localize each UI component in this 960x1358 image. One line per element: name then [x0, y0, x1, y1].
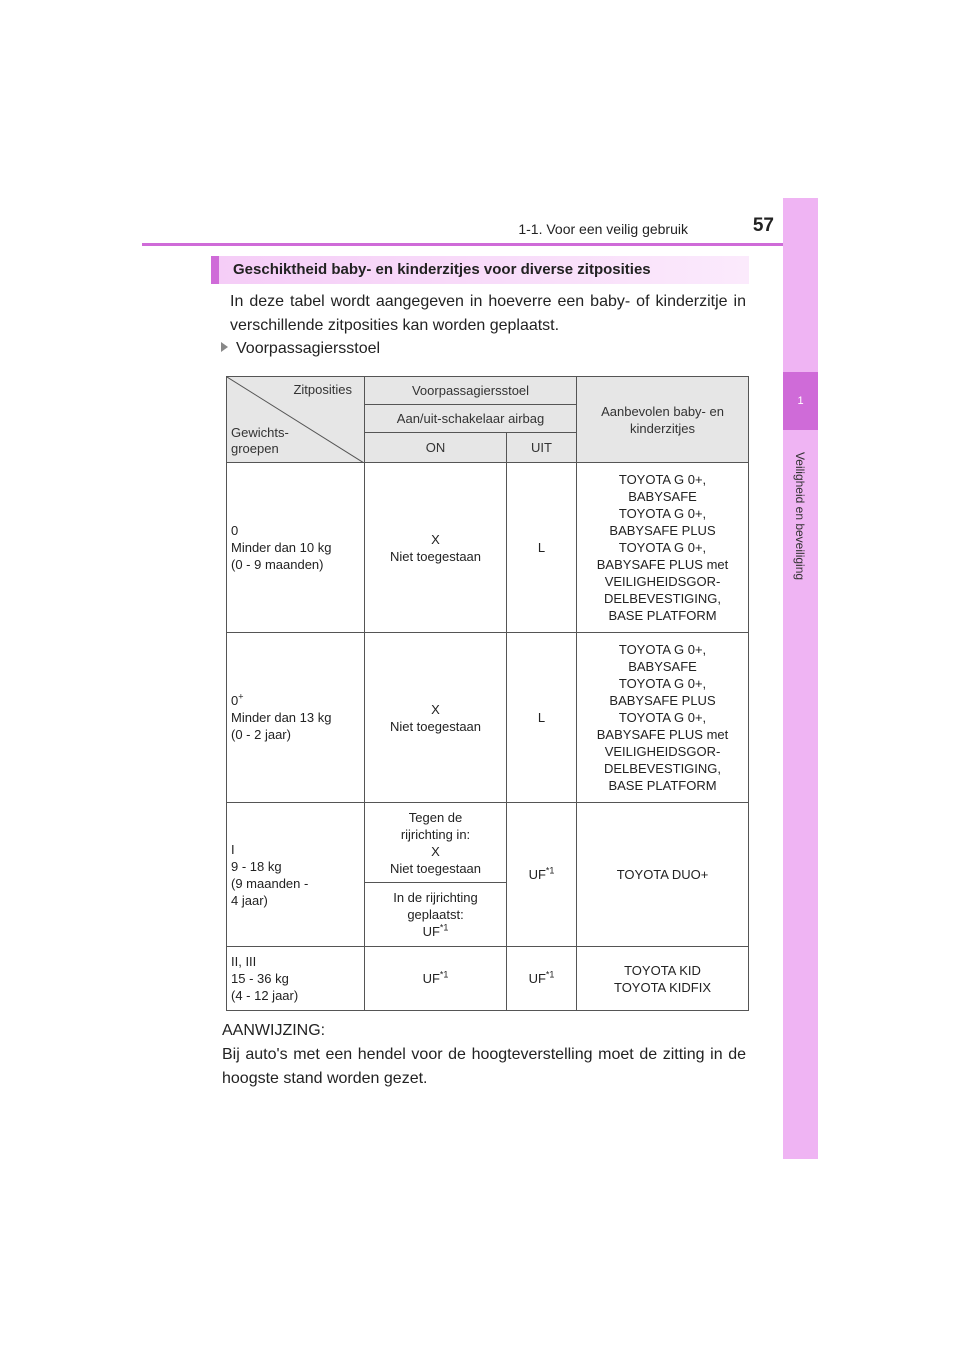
table-row [227, 803, 749, 883]
chapter-number-tab[interactable]: 1 [783, 372, 818, 430]
group-cell: 0+ Minder dan 13 kg (0 - 2 jaar) [227, 633, 365, 803]
note-text: Bij auto's met een hendel voor de hoogteverstelling moet de zitting in de hoogste stand worden gezet. [222, 1046, 746, 1087]
on-cell: X Niet toegestaan [365, 463, 507, 633]
header-rule [142, 243, 818, 246]
intro-paragraph: In deze tabel wordt aangegeven in hoeverre een baby- of kinderzitje in verschillende zitposities kan worden geplaatst. [230, 293, 746, 334]
page-number: 57 [752, 215, 774, 236]
section-heading-bar [211, 256, 749, 284]
forward-facing-cell: In de rijrichting geplaatst: UF$^{*1}$ [365, 883, 507, 947]
child-seat-table [226, 376, 749, 1011]
chapter-title: Veiligheid en beveiliging [793, 451, 807, 581]
corner-label-positions: Zitposities [293, 382, 352, 397]
table-row [227, 463, 749, 633]
column-header-on: ON [365, 433, 507, 463]
table-row [227, 633, 749, 803]
recommended-cell: TOYOTA KID TOYOTA KIDFIX [577, 947, 749, 1011]
group-cell: 0 Minder dan 10 kg (0 - 9 maanden) [227, 463, 365, 633]
off-cell: L [507, 633, 577, 803]
corner-label-groups: Gewichts- groepen [231, 425, 289, 456]
note-title: AANWIJZING: [222, 1022, 326, 1039]
recommended-cell: TOYOTA G 0+, BABYSAFE TOYOTA G 0+, BABYSAFE PLUS TOYOTA G 0+, BABYSAFE PLUS met VEILIGHEIDSGOR- DELBEVESTIGING, BASE PLATFORM [577, 463, 749, 633]
off-cell: UF$^{*1}$ [507, 947, 577, 1011]
column-header-recommended: Aanbevolen baby- en kinderzitjes [577, 377, 749, 463]
section-label: 1-1. Voor een veilig gebruik [518, 221, 688, 237]
recommended-cell: TOYOTA DUO+ [577, 803, 749, 947]
on-cell: UF$^{*1}$ [365, 947, 507, 1011]
group-cell: I 9 - 18 kg (9 maanden - 4 jaar) [227, 803, 365, 947]
section-heading: Geschiktheid baby- en kinderzitjes voor diverse zitposities [233, 261, 651, 278]
off-cell: L [507, 463, 577, 633]
table-row [227, 947, 749, 1011]
on-cell: X Niet toegestaan [365, 633, 507, 803]
chapter-side-tab[interactable] [783, 198, 818, 1159]
off-cell: UF$^{*1}$ [507, 803, 577, 947]
column-header-off: UIT [507, 433, 577, 463]
bullet-label: Voorpassagiersstoel [236, 340, 381, 357]
recommended-cell: TOYOTA G 0+, BABYSAFE TOYOTA G 0+, BABYSAFE PLUS TOYOTA G 0+, BABYSAFE PLUS met VEILIGHEIDSGOR- DELBEVESTIGING, BASE PLATFORM [577, 633, 749, 803]
bullet-triangle-icon [221, 342, 228, 352]
rear-facing-cell: Tegen de rijrichting in: X Niet toegestaan [365, 803, 507, 883]
bullet-item [221, 339, 380, 359]
column-header-seat: Voorpassagiersstoel [365, 377, 577, 405]
group-cell: II, III 15 - 36 kg (4 - 12 jaar) [227, 947, 365, 1011]
table-corner-cell [227, 377, 365, 463]
column-header-airbag-switch: Aan/uit-schakelaar airbag [365, 405, 577, 433]
